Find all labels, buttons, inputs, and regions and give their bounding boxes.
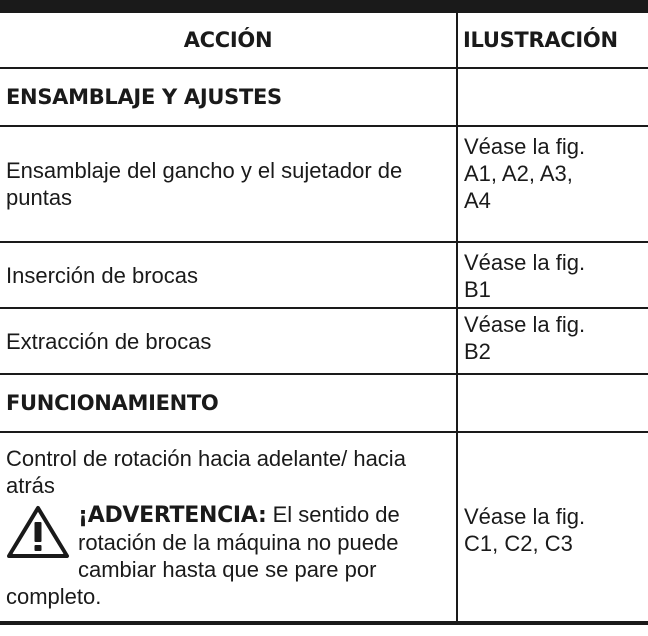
table-row (0, 242, 648, 308)
table-row (0, 432, 648, 623)
action-cell: Ensamblaje del gancho y el sujetador de puntas (0, 126, 457, 242)
section-header-row (0, 68, 648, 126)
column-header-illustration: ILUSTRACIÓN (457, 13, 648, 68)
section-title: FUNCIONAMIENTO (0, 374, 457, 432)
figure-ref-line: Véase la fig. (464, 134, 586, 159)
figure-ref-line: Véase la fig. (464, 504, 586, 529)
warning-triangle-icon (6, 505, 70, 559)
instructions-table (0, 13, 648, 625)
figure-ref-line: Véase la fig. (464, 312, 586, 337)
section-empty-cell (457, 68, 648, 126)
figure-ref-line: A1, A2, A3, (464, 161, 573, 186)
figure-ref-line: Véase la fig. (464, 250, 586, 275)
warning-block (6, 501, 450, 610)
section-empty-cell (457, 374, 648, 432)
illustration-cell (457, 242, 648, 308)
figure-ref-line: B1 (464, 277, 491, 302)
illustration-cell (457, 432, 648, 623)
illustration-cell (457, 126, 648, 242)
action-cell: Inserción de brocas (0, 242, 457, 308)
top-rule (0, 0, 648, 13)
section-header-row (0, 374, 648, 432)
figure-ref-line: B2 (464, 339, 491, 364)
illustration-cell (457, 308, 648, 374)
figure-ref-line: A4 (464, 188, 491, 213)
table-row (0, 126, 648, 242)
table-header-row (0, 13, 648, 68)
action-text: Control de rotación hacia adelante/ hacia atrás (6, 445, 406, 498)
action-cell (0, 432, 457, 623)
figure-ref-line: C1, C2, C3 (464, 531, 573, 556)
table-row (0, 308, 648, 374)
warning-label: ¡ADVERTENCIA: (78, 502, 267, 528)
warning-text: El sentido de rotación de la máquina no puede cambiar hasta que se pare por completo. (6, 501, 400, 609)
column-header-action: ACCIÓN (0, 13, 457, 68)
action-cell: Extracción de brocas (0, 308, 457, 374)
section-title: ENSAMBLAJE Y AJUSTES (0, 68, 457, 126)
